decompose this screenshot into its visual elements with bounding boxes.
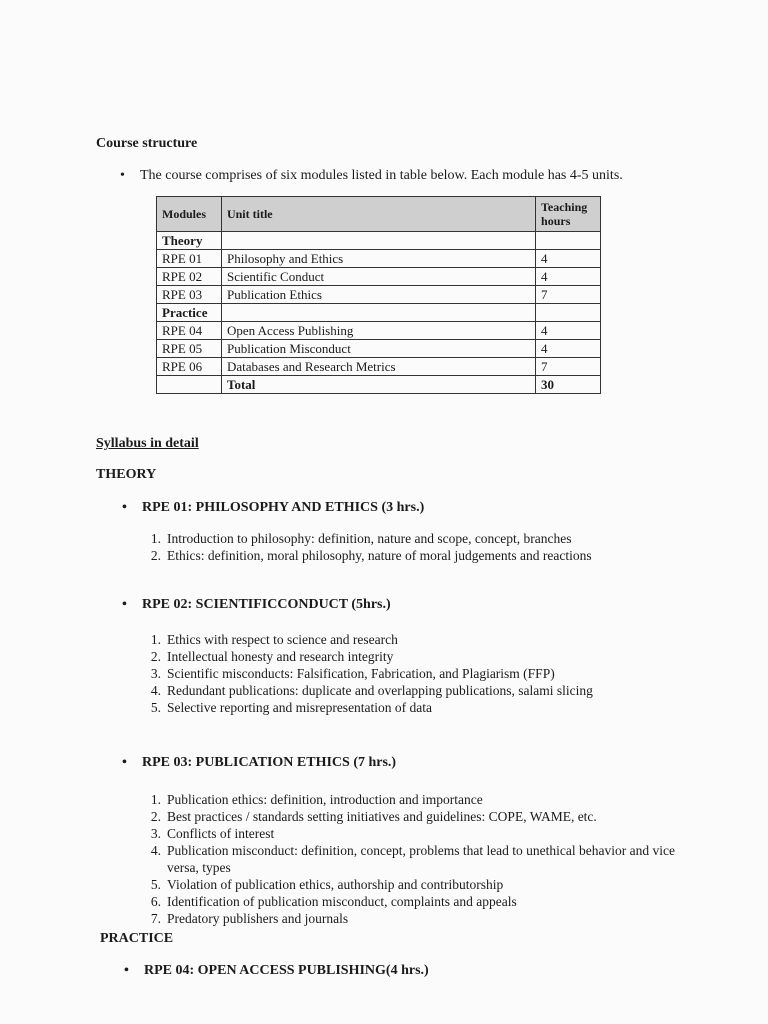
unit-title: Philosophy and Ethics xyxy=(221,250,535,268)
section-label: Practice xyxy=(157,304,222,322)
teaching-hours: 4 xyxy=(536,250,601,268)
module-heading xyxy=(124,963,429,979)
list-item: 3. Conflicts of interest xyxy=(150,826,275,841)
list-item: 1. Ethics with respect to science and research xyxy=(150,632,398,647)
course-structure-heading: Course structure xyxy=(96,136,198,151)
unit-title: Databases and Research Metrics xyxy=(221,358,535,376)
table-section-row xyxy=(157,304,601,322)
header-modules: Modules xyxy=(157,197,222,232)
list-item: 2. Intellectual honesty and research integrity xyxy=(150,649,394,664)
table-total-row xyxy=(157,376,601,394)
module-code: RPE 02 xyxy=(157,268,222,286)
table-row xyxy=(157,340,601,358)
list-item: 2. Best practices / standards setting initiatives and guidelines: COPE, WAME, etc. xyxy=(150,809,597,824)
unit-title: Publication Ethics xyxy=(221,286,535,304)
list-item: 3. Scientific misconducts: Falsification, Fabrication, and Plagiarism (FFP) xyxy=(150,666,555,681)
section-label: Theory xyxy=(157,232,222,250)
bullet-icon: • xyxy=(124,963,129,978)
table-row xyxy=(157,358,601,376)
module-topics xyxy=(150,530,707,564)
list-item: 1. Introduction to philosophy: definition, nature and scope, concept, branches xyxy=(150,531,572,546)
bullet-icon: • xyxy=(122,755,127,770)
total-hours: 30 xyxy=(536,376,601,394)
module-code: RPE 01 xyxy=(157,250,222,268)
theory-heading: THEORY xyxy=(96,467,157,482)
modules-table xyxy=(156,196,601,394)
module-code: RPE 04 xyxy=(157,322,222,340)
course-intro xyxy=(120,168,623,184)
module-title: RPE 03: PUBLICATION ETHICS (7 hrs.) xyxy=(142,755,397,770)
list-item: 5. Selective reporting and misrepresentation of data xyxy=(150,700,433,715)
teaching-hours: 4 xyxy=(536,268,601,286)
unit-title: Open Access Publishing xyxy=(221,322,535,340)
module-heading xyxy=(122,755,397,771)
header-unit-title: Unit title xyxy=(221,197,535,232)
list-item: 6. Identification of publication misconduct, complaints and appeals xyxy=(150,894,517,909)
total-label: Total xyxy=(221,376,535,394)
list-item: 7. Predatory publishers and journals xyxy=(150,911,349,926)
teaching-hours: 7 xyxy=(536,358,601,376)
table-header-row xyxy=(157,197,601,232)
list-item: 1. Publication ethics: definition, introduction and importance xyxy=(150,792,483,807)
practice-heading: PRACTICE xyxy=(100,931,174,946)
module-heading xyxy=(122,500,425,516)
module-title: RPE 01: PHILOSOPHY AND ETHICS (3 hrs.) xyxy=(142,500,425,515)
list-item: 5. Violation of publication ethics, authorship and contributorship xyxy=(150,877,504,892)
table-row xyxy=(157,268,601,286)
teaching-hours: 4 xyxy=(536,340,601,358)
teaching-hours: 7 xyxy=(536,286,601,304)
module-title: RPE 04: OPEN ACCESS PUBLISHING(4 hrs.) xyxy=(144,963,429,978)
table-row xyxy=(157,322,601,340)
unit-title: Publication Misconduct xyxy=(221,340,535,358)
module-code: RPE 03 xyxy=(157,286,222,304)
module-title: RPE 02: SCIENTIFICCONDUCT (5hrs.) xyxy=(142,597,391,612)
syllabus-heading: Syllabus in detail xyxy=(96,436,199,451)
bullet-icon: • xyxy=(122,597,127,612)
bullet-icon: • xyxy=(122,500,127,515)
module-topics xyxy=(150,791,692,927)
module-code: RPE 05 xyxy=(157,340,222,358)
table-row xyxy=(157,250,601,268)
list-item: 2. Ethics: definition, moral philosophy, nature of moral judgements and reactions xyxy=(150,548,592,563)
table-row xyxy=(157,286,601,304)
unit-title: Scientific Conduct xyxy=(221,268,535,286)
list-item: 4. Redundant publications: duplicate and overlapping publications, salami slicing xyxy=(150,683,593,698)
header-teaching-hours: Teaching hours xyxy=(536,197,601,232)
module-heading xyxy=(122,597,391,613)
bullet-icon: • xyxy=(120,168,125,183)
course-intro-text: The course comprises of six modules listed in table below. Each module has 4-5 units. xyxy=(140,168,623,183)
module-topics xyxy=(150,631,707,716)
list-item: 4. Publication misconduct: definition, concept, problems that lead to unethical behavior and vice versa, types xyxy=(150,843,675,875)
table-section-row xyxy=(157,232,601,250)
module-code: RPE 06 xyxy=(157,358,222,376)
teaching-hours: 4 xyxy=(536,322,601,340)
